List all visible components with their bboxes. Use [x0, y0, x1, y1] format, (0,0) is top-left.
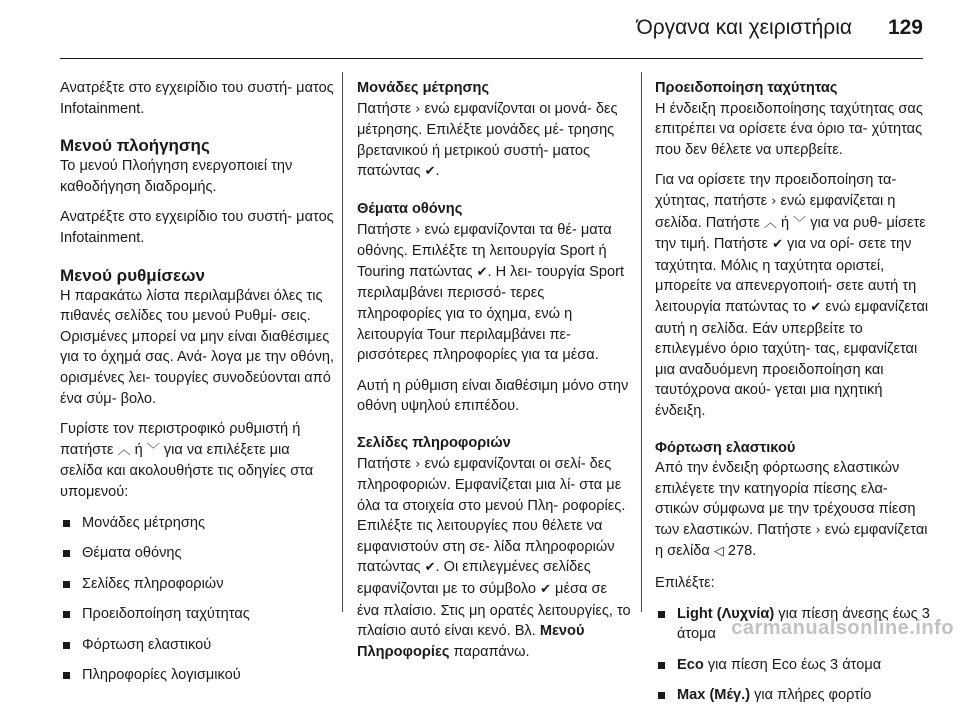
list-item: Φόρτωση ελαστικού	[60, 635, 336, 656]
check-icon: ✔	[772, 237, 783, 253]
page-reference-icon: ◁	[713, 544, 724, 560]
paragraph: Για να ορίσετε την προειδοποίηση τα- χύτητας, πατήστε › ενώ εμφανίζεται η σελίδα. Πατήστε ︿ ή ﹀ για να ρυθ- μίσετε την τιμή. Πατήστε ✔ για να ορί- σετε την ταχύτητα. Μόλις η ταχύτητα οριστεί, μπορείτε να απενεργοποιή- σετε αυτή τη λειτουργία πατώντας το ✔ ενώ εμφανίζεται αυτή η σελίδα. Εάν υπερβείτε το επιλεγμένο όριο ταχύτη- τας, εμφανίζεται μια αναδυόμενη προειδοποίηση και ταυτόχρονα ακού- γεται μια ηχητική ένδειξη.	[655, 172, 929, 419]
section-title-navigation: Μενού πλοήγησης	[60, 136, 210, 156]
chevron-right-icon: ›	[771, 193, 777, 209]
paragraph: Γυρίστε τον περιστροφικό ρυθμιστή ή πατήστε ︿ ή ﹀ για να επιλέξετε μια σελίδα και ακολουθήστε τις οδηγίες στα υπομενού:	[60, 421, 314, 500]
paragraph: Η παρακάτω λίστα περιλαμβάνει όλες τις πιθανές σελίδες του μενού Ρυθμί- σεις. Ορισμένες μπορεί να μην είναι διαθέσιμες για το όχημά σας. Ανά- λογα με την οθόνη, ορισμένες λει- τουργίες συνοδεύονται από ένα σύμ- βολο.	[60, 287, 335, 407]
subsection-title-themes: Θέματα οθόνης	[357, 200, 463, 217]
cross-reference: Μενού Πληροφορίες	[357, 623, 585, 660]
paragraph: Πατήστε › ενώ εμφανίζονται τα θέ- ματα οθόνης. Επιλέξτε τη λειτουργία Sport ή Touring πατώντας ✔. Η λει- τουργία Sport περιλαμβάνει περισσό- τερες πληροφορίες για το όχημα, ενώ η λειτουργία Tour περιλαμβάνει πε- ρισσότερες πληροφορίες για τα μέσα.	[357, 221, 625, 364]
watermark: carmanualsonline.info	[731, 617, 954, 639]
chevron-up-icon: ︿	[763, 215, 777, 231]
page-header	[0, 0, 960, 60]
subsection-title-units: Μονάδες μέτρησης	[357, 80, 490, 96]
paragraph: Πατήστε › ενώ εμφανίζονται οι σελί- δες πληροφοριών. Εμφανίζεται μια λί- στα με όλα τα στοιχεία στο μενού Πλη- ροφορίες. Επιλέξτε τις λειτουργίες που θέλετε να εμφανιστούν στη σε- λίδα πληροφοριών πατώντας ✔. Οι επιλεγμένες σελίδες εμφανίζονται με το σύμβολο ✔ μέσα σε ένα πλαίσιο. Στις μη ορατές λειτουργίες, το πλαίσιο αυτό είναι κενό. Βλ. Μενού Πληροφορίες παραπάνω.	[357, 455, 631, 660]
bullet-icon	[658, 662, 665, 669]
paragraph: Αυτή η ρύθμιση είναι διαθέσιμη μόνο στην οθόνη υψηλού επιπέδου.	[357, 377, 629, 415]
check-icon: ✔	[424, 560, 436, 576]
column-left	[60, 78, 336, 696]
list-item: Προειδοποίηση ταχύτητας	[60, 604, 336, 625]
check-icon: ✔	[476, 264, 488, 280]
check-icon: ✔	[424, 164, 436, 180]
subsection-title-info-pages: Σελίδες πληροφοριών	[357, 434, 511, 451]
check-icon: ✔	[540, 582, 551, 598]
list-item: Max (Μέγ.) για πλήρες φορτίο	[655, 685, 932, 706]
list-item: Σελίδες πληροφοριών	[60, 574, 336, 595]
bullet-icon	[63, 581, 70, 588]
section-title-settings: Μενού ρυθμίσεων	[60, 265, 205, 285]
subsection-title-tyre-load: Φόρτωση ελαστικού	[655, 439, 796, 456]
chevron-right-icon: ›	[415, 456, 421, 472]
paragraph: Πατήστε › ενώ εμφανίζονται οι μονά- δες μέτρησης. Επιλέξτε μονάδες μέ- τρησης βρετανικού ή μετρικού συστή- ματος πατώντας ✔.	[357, 100, 618, 180]
list-item: Πληροφορίες λογισμικού	[60, 665, 336, 686]
list-item: Eco για πίεση Eco έως 3 άτομα	[655, 655, 932, 676]
paragraph: Επιλέξτε:	[655, 575, 715, 592]
bullet-icon	[63, 520, 70, 527]
bullet-icon	[63, 642, 70, 649]
bullet-icon	[63, 550, 70, 557]
column-divider	[342, 72, 343, 612]
chevron-up-icon: ︿	[117, 442, 131, 458]
chevron-right-icon: ›	[415, 101, 421, 117]
bullet-icon	[63, 672, 70, 679]
chevron-right-icon: ›	[415, 222, 421, 238]
bullet-icon	[658, 692, 665, 699]
column-middle	[357, 78, 631, 672]
subsection-title-speed-warning: Προειδοποίηση ταχύτητας	[655, 80, 838, 96]
bullet-icon	[658, 611, 665, 618]
header-rule	[60, 58, 923, 59]
column-divider	[641, 72, 642, 612]
page-number: 129	[887, 16, 923, 39]
paragraph: Η ένδειξη προειδοποίησης ταχύτητας σας επιτρέπει να ορίσετε ένα όριο τα- χύτητας που δεν θέλετε να υπερβείτε.	[655, 100, 923, 158]
bullet-icon	[63, 611, 70, 618]
submenu-list	[60, 513, 336, 687]
list-item: Θέματα οθόνης	[60, 543, 336, 564]
page-title: Όργανα και χειριστήρια	[636, 16, 852, 39]
list-item: Light (Λυχνία) για πίεση άνεσης έως 3 άτομα	[655, 604, 932, 645]
chevron-down-icon: ﹀	[793, 215, 807, 231]
paragraph: Το μενού Πλοήγηση ενεργοποιεί την καθοδήγηση διαδρομής.	[60, 158, 293, 195]
chevron-right-icon: ›	[815, 522, 821, 538]
check-icon: ✔	[810, 299, 822, 315]
paragraph: Ανατρέξτε στο εγχειρίδιο του συστή- ματος Infotainment.	[60, 80, 334, 117]
chevron-down-icon: ﹀	[146, 442, 160, 458]
list-item: Μονάδες μέτρησης	[60, 513, 336, 534]
paragraph: Από την ένδειξη φόρτωσης ελαστικών επιλέγετε την κατηγορία πίεσης ελα- στικών σύμφωνα με την τρέχουσα πίεση των ελαστικών. Πατήστε › ενώ εμφανίζεται η σελίδα ◁ 278.	[655, 460, 928, 560]
paragraph: Ανατρέξτε στο εγχειρίδιο του συστή- ματος Infotainment.	[60, 209, 334, 246]
